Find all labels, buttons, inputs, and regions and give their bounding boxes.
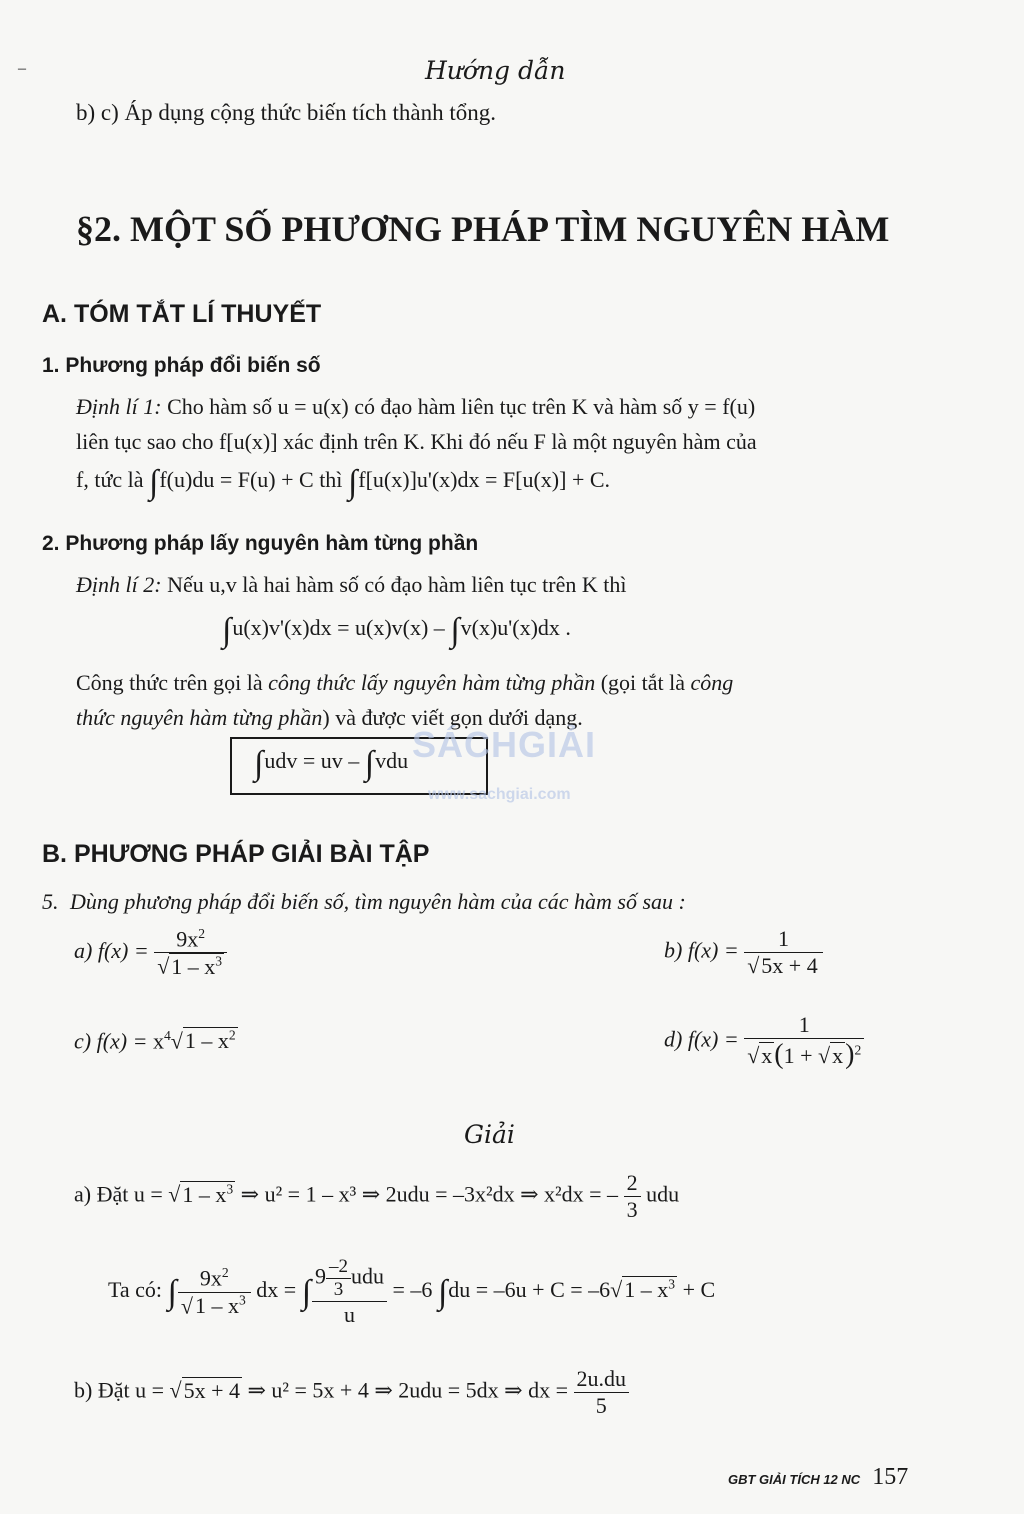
- denominator: 1 – x: [171, 953, 216, 979]
- parts-formula-left: u(x)v'(x)dx = u(x)v(x) –: [232, 615, 445, 640]
- numerator: 1: [744, 1012, 864, 1039]
- item2-heading: 2. Phương pháp lấy nguyên hàm từng phần: [42, 532, 479, 555]
- fraction: $\frac{1}{√x(1 + √x)^2}$: [744, 1012, 864, 1071]
- exercise-c-label: c) f(x) =: [74, 1028, 148, 1054]
- denominator: 5: [595, 1393, 607, 1418]
- para-text-d: công: [690, 670, 734, 695]
- integral-sign: ∫: [347, 464, 358, 501]
- solution-a-rest: = –6: [392, 1277, 433, 1303]
- exercise-d-label: d) f(x) =: [664, 1026, 739, 1052]
- solution-b-line1: b) Đặt u = √5x + 4 ⇒ u² = 5x + 4 ⇒ 2udu = 5dx ⇒ dx = $\frac{2u.du}{5}$: [74, 1366, 629, 1419]
- solution-a-root2: 1 – x: [624, 1277, 669, 1303]
- section-title: §2. MỘT SỐ PHƯƠNG PHÁP TÌM NGUYÊN HÀM: [76, 209, 890, 249]
- numerator: 1: [744, 926, 823, 953]
- integral-sign: ∫: [301, 1274, 312, 1312]
- denominator: 5x + 4: [761, 953, 818, 978]
- theorem1-line1: [76, 394, 755, 420]
- exercise-b: [664, 926, 823, 979]
- book-title: GBT GIẢI TÍCH 12 NC: [728, 1472, 861, 1487]
- numerator-a: 9: [315, 1263, 327, 1289]
- solution-a-text2: ⇒ u² = 1 – x³ ⇒ 2udu = –3x²dx ⇒ x²dx = –: [240, 1181, 619, 1207]
- numerator: 9x: [176, 926, 199, 952]
- fraction: [624, 1170, 641, 1223]
- solution-a-rest2: du = –6u + C = –6: [448, 1277, 611, 1303]
- watermark-logo: SÁCHGIẢI: [412, 724, 597, 765]
- exercise-c-expr: x: [152, 1028, 164, 1054]
- inner-numerator: –2: [326, 1256, 351, 1279]
- running-title: Hướng dẫn: [425, 56, 566, 85]
- item1-heading: 1. Phương pháp đổi biến số: [42, 354, 321, 377]
- exercise-b-label: b) f(x) =: [664, 937, 739, 963]
- integral-sign: ∫: [437, 1274, 448, 1312]
- exercise-5: [42, 889, 686, 915]
- integral-sign: ∫: [222, 612, 232, 649]
- solution-a-end: + C: [682, 1277, 716, 1303]
- integral-sign: ∫: [167, 1274, 177, 1312]
- boxed-right: vdu: [375, 748, 409, 773]
- solution-a-line1: a) Đặt $u = √1 - x^3$ ⇒ u² = 1 – x³ ⇒ 2udu = –3x²dx ⇒ x²dx = – $\frac{2}{3}$ udu: [74, 1170, 680, 1222]
- numerator-b: udu: [351, 1263, 385, 1289]
- theorem1-line3: [76, 464, 610, 502]
- margin-mark: –: [18, 60, 26, 77]
- integral-sign: ∫: [450, 612, 460, 649]
- solution-b-text2: ⇒ u² = 5x + 4 ⇒ 2udu = 5dx ⇒ dx =: [247, 1377, 569, 1403]
- hint-line: b) c) Áp dụng cộng thức biến tích thành tổng.: [76, 100, 496, 125]
- part-a-heading: A. TÓM TẮT LÍ THUYẾT: [42, 300, 322, 328]
- formula-f1: f(u)du = F(u) + C thì: [159, 467, 343, 492]
- exercise-number: 5.: [42, 889, 59, 914]
- solution-heading: Giải: [464, 1120, 515, 1149]
- formula-f2: f[u(x)]u'(x)dx = F[u(x)] + C.: [358, 467, 611, 492]
- solution-a-ta-co: Ta có:: [108, 1277, 163, 1303]
- solution-a-text3: udu: [646, 1181, 680, 1207]
- part-b-heading: B. PHƯƠNG PHÁP GIẢI BÀI TẬP: [42, 840, 430, 868]
- radicand: 1 – x: [184, 1028, 229, 1054]
- theorem1-label: Định lí 1:: [76, 394, 162, 419]
- solution-a-dx: dx =: [256, 1277, 297, 1303]
- parts-formula: [222, 612, 571, 650]
- fraction: [312, 1256, 387, 1328]
- denominator: 1 – x: [194, 1292, 239, 1318]
- solution-b-text1: b) Đặt u =: [74, 1377, 164, 1403]
- denominator: u: [344, 1302, 356, 1327]
- inner-fraction: [326, 1256, 351, 1301]
- numerator: 2: [624, 1170, 641, 1197]
- fraction: $\frac{9x^2}{√1 - x^3}$: [178, 1265, 251, 1319]
- theorem1-text1: Cho hàm số u = u(x) có đạo hàm liên tục trên K và hàm số y = f(u): [167, 394, 756, 419]
- exercise-a-label: a) f(x) =: [74, 937, 149, 963]
- root-index: 4: [163, 1028, 171, 1043]
- watermark-url: www.sachgiai.com: [428, 786, 571, 803]
- exercise-text: Dùng phương pháp đổi biến số, tìm nguyên hàm của các hàm số sau :: [70, 889, 686, 914]
- para-text-c: (gọi tắt là: [600, 670, 686, 695]
- inner-denominator: 3: [333, 1279, 344, 1300]
- solution-a-text1: a) Đặt u =: [74, 1181, 163, 1207]
- solution-b-root: 5x + 4: [183, 1377, 240, 1403]
- para-text-a: Công thức trên gọi là: [76, 670, 263, 695]
- page-footer: [728, 1464, 908, 1491]
- denominator: 3: [626, 1197, 638, 1222]
- denominator-c: x: [832, 1043, 844, 1068]
- exercise-c: c) $f(x) = x^4√1 - x^2$: [74, 1028, 236, 1054]
- theorem2-line1: [76, 572, 627, 598]
- integral-sign: ∫: [149, 464, 159, 501]
- theorem1-text3a: f, tức là: [76, 467, 144, 492]
- parts-para-line1: [76, 670, 733, 696]
- numerator: 9x: [199, 1265, 222, 1291]
- page-number: 157: [872, 1464, 909, 1490]
- fraction: $\frac{1}{√5x + 4}$: [744, 926, 823, 979]
- parts-formula-right: v(x)u'(x)dx .: [460, 615, 571, 640]
- exercise-d: [664, 1012, 864, 1071]
- theorem2-text1: Nếu u,v là hai hàm số có đạo hàm liên tục trên K thì: [167, 572, 627, 597]
- fraction: $\frac{9x^2}{√1 - x^3}$: [154, 926, 227, 980]
- para-text-b: công thức lấy nguyên hàm từng phần: [268, 670, 596, 695]
- boxed-left: udv = uv –: [264, 748, 360, 773]
- denominator-a: x: [761, 1043, 773, 1068]
- fraction: [574, 1366, 630, 1419]
- theorem2-label: Định lí 2:: [76, 572, 162, 597]
- integral-sign: ∫: [364, 745, 375, 782]
- integral-sign: ∫: [254, 745, 264, 782]
- solution-a-line2: Ta có: ∫ $\frac{9x^2}{√1 - x^3}$ dx = ∫ 9 $\frac{-2}{3}$ udu u = –6 $\int du = -6u + C = -6√1 - x^3 + C$: [108, 1256, 716, 1327]
- para-text-f: ) và được viết gọn dưới dạng.: [322, 705, 583, 730]
- denominator-b: 1 +: [783, 1043, 813, 1068]
- exercise-a: [74, 926, 227, 980]
- theorem1-line2: liên tục sao cho f[u(x)] xác định trên K. Khi đó nếu F là một nguyên hàm của: [76, 429, 757, 454]
- para-text-e: thức nguyên hàm từng phần: [76, 705, 323, 730]
- solution-a-root: 1 – x: [182, 1181, 227, 1207]
- numerator: 2u.du: [574, 1366, 630, 1393]
